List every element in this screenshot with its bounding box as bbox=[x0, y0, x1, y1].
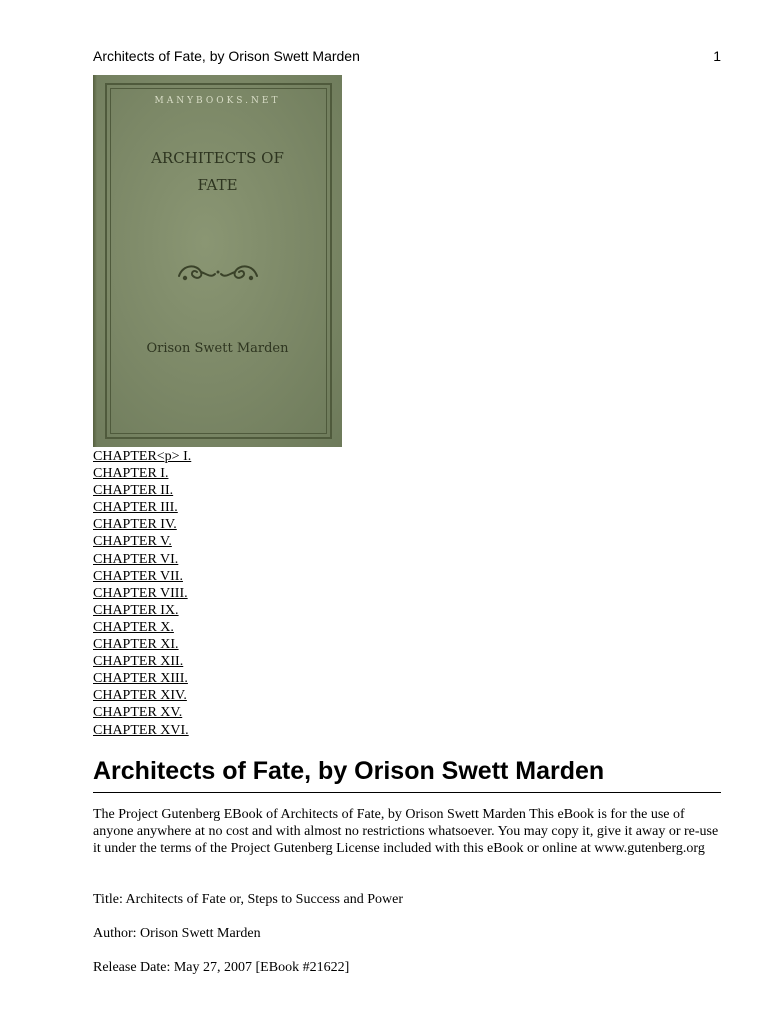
toc-item bbox=[93, 499, 191, 516]
toc-item bbox=[93, 585, 191, 602]
toc-link-chapter-p-i[interactable]: CHAPTER<p> I. bbox=[93, 449, 192, 464]
toc-item bbox=[93, 653, 191, 670]
author-line: Author: Orison Swett Marden bbox=[93, 926, 261, 941]
cover-publisher: MANYBOOKS.NET bbox=[154, 96, 281, 106]
toc-link-chapter-xiv[interactable]: CHAPTER XIV. bbox=[93, 688, 187, 704]
fleuron-ornament-icon bbox=[93, 260, 342, 284]
toc-item bbox=[93, 619, 191, 636]
toc-link-chapter-ix[interactable]: CHAPTER IX. bbox=[93, 602, 179, 618]
toc-item bbox=[93, 636, 191, 653]
toc-item bbox=[93, 687, 191, 704]
running-head bbox=[93, 47, 721, 65]
toc-item bbox=[93, 516, 191, 533]
toc-link-chapter-iii[interactable]: CHAPTER III. bbox=[93, 500, 178, 516]
toc-link-chapter-iv[interactable]: CHAPTER IV. bbox=[93, 517, 177, 533]
toc-item bbox=[93, 465, 191, 482]
document-heading: Architects of Fate, by Orison Swett Marden bbox=[93, 757, 605, 785]
toc-link-chapter-xv[interactable]: CHAPTER XV. bbox=[93, 705, 183, 721]
toc-link-chapter-v[interactable]: CHAPTER V. bbox=[93, 534, 172, 550]
toc-link-chapter-xi[interactable]: CHAPTER XI. bbox=[93, 637, 179, 653]
release-date-line: Release Date: May 27, 2007 [EBook #21622] bbox=[93, 960, 350, 975]
toc-link-chapter-vi[interactable]: CHAPTER VI. bbox=[93, 551, 179, 567]
toc-item bbox=[93, 602, 191, 619]
title-line: Title: Architects of Fate or, Steps to Success and Power bbox=[93, 892, 403, 907]
toc-item bbox=[93, 568, 191, 585]
toc-item bbox=[93, 448, 191, 465]
toc-link-chapter-vii[interactable]: CHAPTER VII. bbox=[93, 568, 183, 584]
page-number: 1 bbox=[713, 48, 721, 64]
heading-divider bbox=[93, 792, 721, 793]
toc-link-chapter-xvi[interactable]: CHAPTER XVI. bbox=[93, 722, 189, 738]
cover-title-line1: ARCHITECTS OF bbox=[151, 149, 284, 167]
cover-title-line2: FATE bbox=[197, 176, 238, 194]
toc-link-chapter-xiii[interactable]: CHAPTER XIII. bbox=[93, 671, 188, 687]
cover-author: Orison Swett Marden bbox=[146, 341, 289, 356]
toc-link-chapter-viii[interactable]: CHAPTER VIII. bbox=[93, 585, 188, 601]
toc-link-chapter-i[interactable]: CHAPTER I. bbox=[93, 466, 169, 482]
toc-item bbox=[93, 704, 191, 721]
toc-item bbox=[93, 482, 191, 499]
toc-item bbox=[93, 722, 191, 739]
cover-title bbox=[93, 145, 342, 199]
table-of-contents bbox=[93, 448, 191, 739]
toc-item bbox=[93, 670, 191, 687]
intro-paragraph: The Project Gutenberg EBook of Architects of Fate, by Orison Swett Marden This eBook is for the use of anyone anywhere at no cost and with almost no restrictions whatsoever. You may copy it, give it away or re-use it under the terms of the Project Gutenberg License included with this eBook or online at www.gutenberg.org bbox=[93, 807, 719, 856]
toc-link-chapter-xii[interactable]: CHAPTER XII. bbox=[93, 654, 184, 670]
toc-link-chapter-ii[interactable]: CHAPTER II. bbox=[93, 483, 174, 499]
toc-item bbox=[93, 533, 191, 550]
toc-link-chapter-x[interactable]: CHAPTER X. bbox=[93, 619, 174, 635]
running-head-title: Architects of Fate, by Orison Swett Marden bbox=[93, 48, 360, 64]
book-cover-image bbox=[93, 75, 342, 447]
toc-item bbox=[93, 551, 191, 568]
